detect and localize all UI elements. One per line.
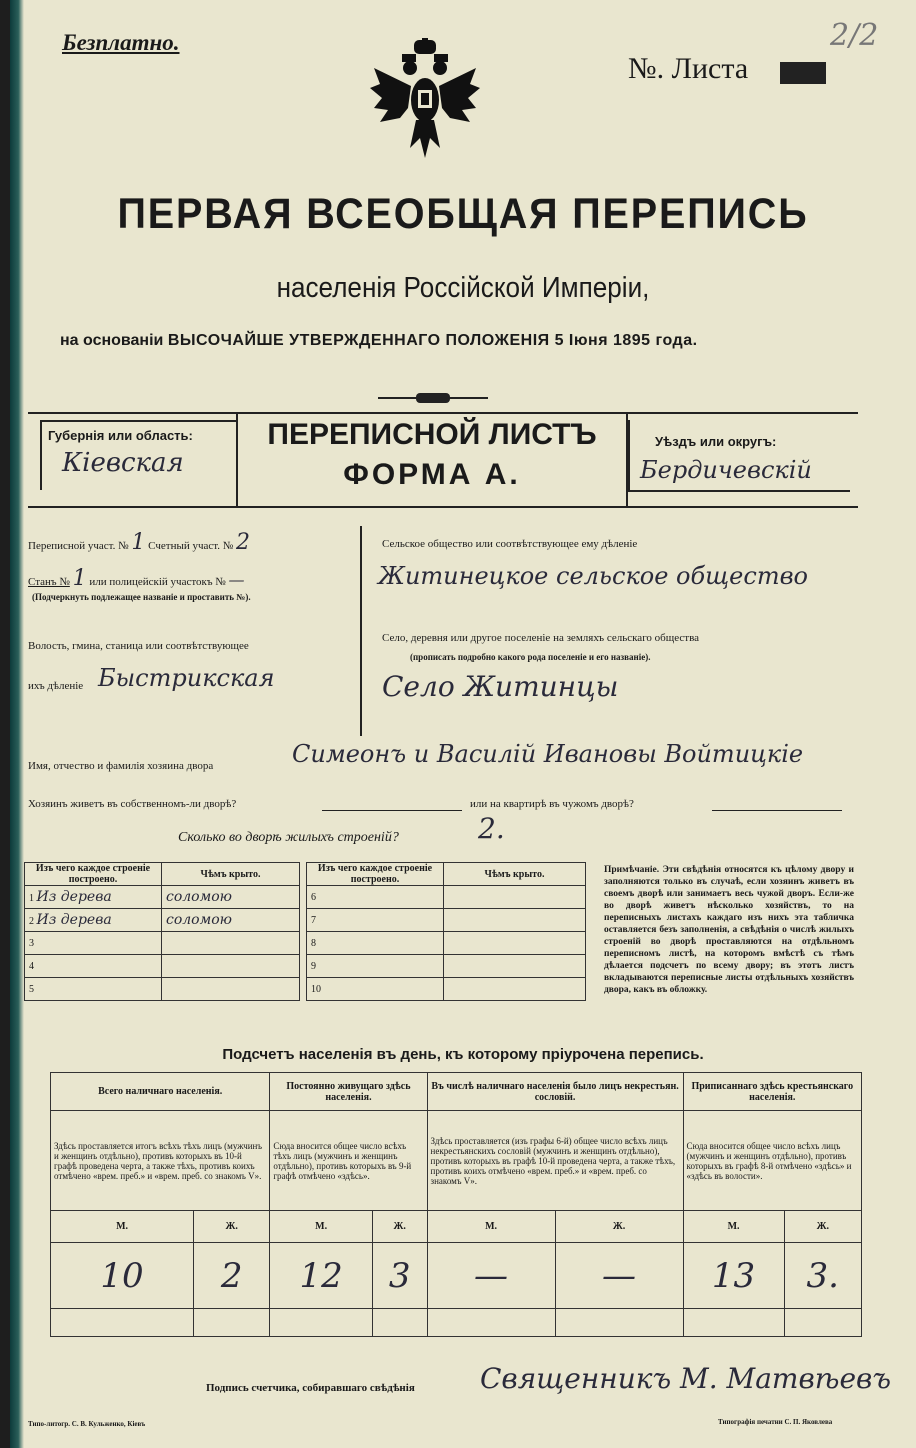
col-material-header-2: Изъ чего каждое строеніе построено. [307, 863, 444, 886]
police-label: или полицейскій участокъ № [89, 576, 226, 588]
total-female: 2 [194, 1243, 270, 1309]
sheet-title: ПЕРЕПИСНОЙ ЛИСТЪ [267, 418, 597, 451]
buildings-table-left [24, 862, 300, 1001]
village-note: (прописать подробно какого рода поселеніе и его названіе). [410, 652, 651, 662]
group-registered-desc: Сюда вносится общее число всѣхъ лицъ (мужчинъ и женщинъ отдѣльно), противъ которыхъ въ графѣ 8-й отмѣчено «здѣсь» и «здѣсь въ волости». [683, 1111, 861, 1211]
table-row: 3 [25, 932, 300, 955]
uezd-value: Бердичевскій [640, 456, 812, 484]
owner-label: Имя, отчество и фамилія хозяина двора [28, 760, 214, 772]
buildings-count-label: Сколько во дворѣ жилыхъ строеній? [178, 830, 399, 845]
gubernia-label: Губернія или область: [48, 428, 193, 443]
uchastok-line [28, 530, 250, 555]
printer-right: Типографія печатни С. П. Яковлева [718, 1418, 833, 1426]
stan-value: 1 [72, 566, 87, 591]
table-row: 10 [307, 978, 586, 1001]
sheet-number-label: №. Листа [628, 52, 749, 85]
gubernia-value: Кіевская [62, 448, 184, 478]
col-material-header: Изъ чего каждое строеніе построено. [25, 863, 162, 886]
page-subtitle: населенія Россійской Имперіи, [276, 272, 650, 304]
stan-line [28, 566, 245, 591]
nonpeasant-female: — [555, 1243, 683, 1309]
permanent-female: 3 [372, 1243, 427, 1309]
group-nonpeasant-desc: Здѣсь проставляется (изъ графы 6-й) общее число всѣхъ лицъ некрестьянскихъ сословій (мужчинъ и женщинъ отдѣльно), противъ которыхъ въ графѣ 10-й проведена черта, а также тѣхъ, противъ коихъ отмѣчено «врем. преб.» и «врем. преб. со знакомъ V». [427, 1111, 683, 1211]
own-yard-label: Хозяинъ живетъ въ собственномъ-ли дворѣ? [28, 798, 237, 810]
count-title: Подсчетъ населенія въ день, къ которому пріурочена перепись. [222, 1046, 704, 1063]
registered-male: 13 [683, 1243, 784, 1309]
group-permanent-header: Постоянно живущаго здѣсь населенія. [270, 1073, 427, 1111]
volost-label-1: Волость, гмина, станица или соотвѣтствующее [28, 640, 249, 652]
uezd-label: Уѣздъ или округъ: [655, 434, 777, 449]
f-label: Ж. [784, 1211, 861, 1243]
corner-number: 2/2 [830, 18, 879, 53]
total-male: 10 [51, 1243, 194, 1309]
nonpeasant-male: — [427, 1243, 555, 1309]
group-total-desc: Здѣсь проставляется итогъ всѣхъ тѣхъ лицъ (мужчинъ и женщинъ отдѣльно), противъ которыхъ въ 10-й графѣ проведена черта, а также тѣхъ, противъ коихъ отмѣчено «врем. преб.» и «врем. преб. со знакомъ V». [51, 1111, 270, 1211]
society-value: Житинецкое сельское общество [378, 562, 808, 590]
table-row: 7 [307, 909, 586, 932]
imperial-eagle-emblem [370, 38, 480, 168]
col-roof-header: Чѣмъ крыто. [162, 863, 300, 886]
group-permanent-desc: Сюда вносится общее число всѣхъ тѣхъ лицъ (мужчинъ и женщинъ отдѣльно), противъ которыхъ въ 9-й графѣ отмѣчено «здѣсь». [270, 1111, 427, 1211]
m-label: М. [270, 1211, 373, 1243]
permanent-male: 12 [270, 1243, 373, 1309]
police-value: — [228, 570, 245, 589]
table-row: 4 [25, 955, 300, 978]
table-row: 9 [307, 955, 586, 978]
group-nonpeasant-header: Въ числѣ наличнаго населенія было лицъ некрестьян. сословій. [427, 1073, 683, 1111]
census-sheet [10, 0, 916, 1448]
group-total-header: Всего наличнаго населенія. [51, 1073, 270, 1111]
basis-line [60, 332, 880, 350]
buildings-count-value: 2. [478, 812, 505, 845]
table-row: 6 [307, 886, 586, 909]
uchastok-value: 1 [131, 530, 146, 555]
f-label: Ж. [372, 1211, 427, 1243]
buildings-table-right [306, 862, 586, 1001]
society-label: Сельское общество или соотвѣтствующее ему дѣленіе [382, 538, 638, 550]
owner-value: Симеонъ и Василій Ивановы Войтицкіе [292, 740, 804, 768]
underline-note: (Подчеркнуть подлежащее названіе и проставить №). [32, 592, 251, 602]
signature-value: Священникъ М. Матвѣевъ [480, 1362, 891, 1395]
volost-label-2: ихъ дѣленіе [28, 680, 84, 692]
col-roof-header-2: Чѣмъ крыто. [444, 863, 586, 886]
basis-text: ВЫСОЧАЙШЕ УТВЕРЖДЕННАГО ПОЛОЖЕНІЯ 5 Іюня 1895 года. [167, 332, 698, 349]
schet-value: 2 [236, 530, 251, 555]
table-row: 1 Из дерева соломою [25, 886, 300, 909]
table-row: 8 [307, 932, 586, 955]
uchastok-label: Переписной участ. № [28, 540, 129, 552]
printer-left: Типо-литогр. С. В. Кульженко, Кіевъ [28, 1420, 146, 1428]
m-label: М. [683, 1211, 784, 1243]
f-label: Ж. [194, 1211, 270, 1243]
stan-label: Станъ № [28, 576, 70, 588]
free-label: Безплатно. [62, 30, 180, 55]
m-label: М. [427, 1211, 555, 1243]
volost-value: Быстрикская [98, 664, 275, 692]
form-label: ФОРМА А. [343, 458, 521, 491]
village-label: Село, деревня или другое поселеніе на земляхъ сельскаго общества [382, 632, 700, 644]
schet-label: Счетный участ. № [148, 540, 234, 552]
f-label: Ж. [555, 1211, 683, 1243]
signature-label: Подпись счетчика, собиравшаго свѣдѣнія [206, 1382, 415, 1394]
table-row: 5 [25, 978, 300, 1001]
basis-prefix: на основаніи [60, 332, 164, 349]
rent-yard-label: или на квартирѣ въ чужомъ дворѣ? [470, 798, 634, 810]
sheet-number-redaction [780, 62, 826, 84]
buildings-note: Примѣчаніе. Эти свѣдѣнія относятся къ цѣлому двору и заполняются только въ случаѣ, если хозяинъ живетъ въ своемъ дворѣ или занимаетъ весь чужой дворъ. Если-же во дворѣ живетъ нѣсколько хозяйствъ, то на переписныхъ листахъ каждаго изъ нихъ эта табличка оставляется безъ заполненія, а свѣдѣнія о числѣ жилыхъ строеній во дворѣ проставляются на отдѣльномъ переписномъ листѣ, на которомъ вмѣстѣ съ тѣмъ дѣлается подсчетъ по всему двору; въ этотъ листъ вкладываются переписные листы отдѣльныхъ хозяйствъ двора, какъ въ обложку. [604, 865, 854, 995]
table-row: 2 Из дерева соломою [25, 909, 300, 932]
ornament-divider [378, 396, 488, 400]
registered-female: 3. [784, 1243, 861, 1309]
group-registered-header: Приписаннаго здѣсь крестьянскаго населенія. [683, 1073, 861, 1111]
village-value: Село Житинцы [382, 670, 619, 703]
count-table [50, 1072, 862, 1337]
page-title: ПЕРВАЯ ВСЕОБЩАЯ ПЕРЕПИСЬ [117, 190, 809, 238]
m-label: М. [51, 1211, 194, 1243]
